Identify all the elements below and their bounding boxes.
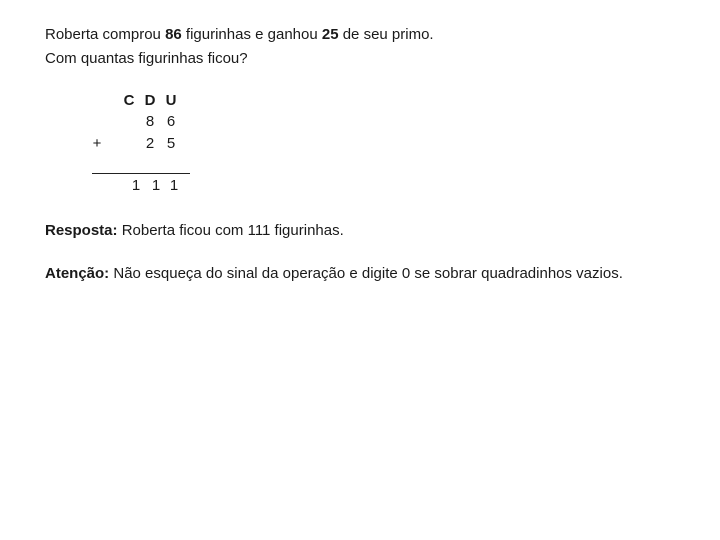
problem-number-25: 25 [321, 26, 339, 43]
answer-line [45, 222, 344, 239]
header-dezena: D [144, 92, 156, 109]
note-line [45, 265, 623, 282]
note-text: Não esqueça do sinal da operação e digite 0 se sobrar quadradinhos vazios. [109, 265, 623, 282]
row1-dezena: 8 [145, 113, 155, 130]
row2-unidade: 5 [166, 135, 176, 152]
problem-number-86: 86 [165, 26, 182, 43]
result-dezena: 1 [151, 177, 161, 194]
row2-dezena: 2 [145, 135, 155, 152]
problem-line-2: Com quantas figurinhas ficou? [45, 50, 248, 67]
answer-label: Resposta: [45, 222, 118, 239]
problem-text-2: figurinhas e ganhou [181, 26, 322, 43]
row1-unidade: 6 [166, 113, 176, 130]
problem-text-3: de seu primo. [338, 26, 434, 43]
note-label: Atenção: [45, 265, 110, 282]
problem-text-1: Roberta comprou [45, 26, 166, 43]
operation-sign: + [92, 135, 102, 152]
header-unidade: U [165, 92, 177, 109]
result-unidade: 1 [169, 177, 179, 194]
problem-line-1 [45, 26, 434, 43]
answer-text: Roberta ficou com 111 figurinhas. [117, 222, 344, 239]
sum-divider-line [92, 173, 190, 174]
header-centena: C [123, 92, 135, 109]
result-centena: 1 [131, 177, 141, 194]
